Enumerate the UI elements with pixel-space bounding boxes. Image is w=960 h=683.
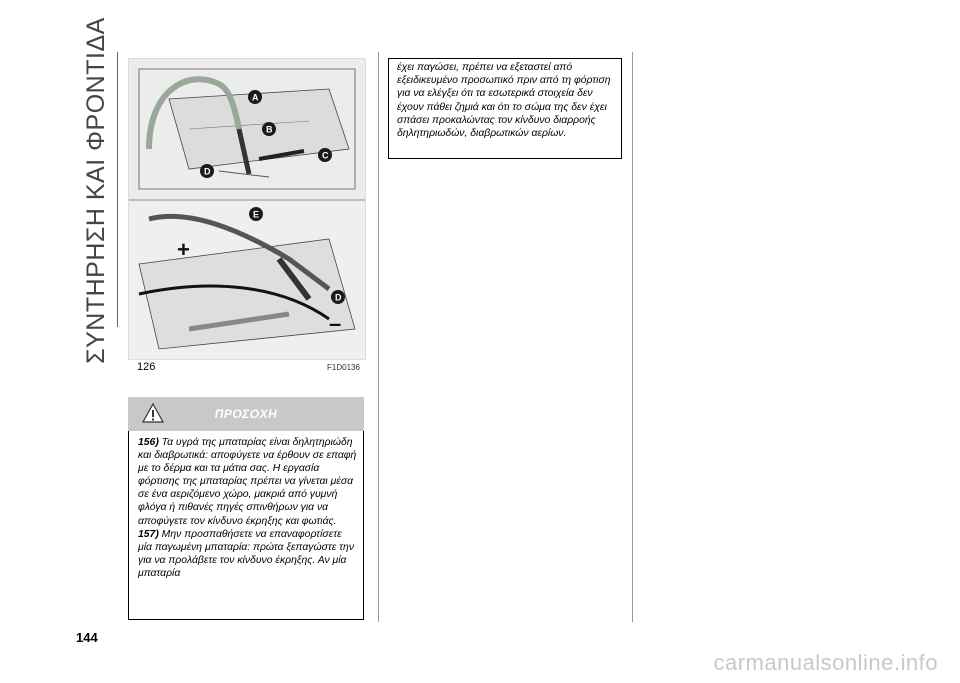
warning-title: ΠΡΟΣΟΧΗ <box>214 407 278 421</box>
callout-c-label: C <box>322 150 329 161</box>
column-divider <box>378 52 379 622</box>
callout-a-label: A <box>252 92 259 103</box>
warning-item-1-num: 156) <box>138 437 159 448</box>
page-number: 144 <box>76 630 98 645</box>
warning-box <box>128 431 364 620</box>
column-divider-right <box>632 52 633 622</box>
continuation-text: έχει παγώσει, πρέπει να εξεταστεί από εξειδικευμένο προσωπικό πριν από τη φόρτιση για να ελέγξει ότι τα εσωτερικά στοιχεία δεν έχουν πάθει ζημιά και ότι το σώμα της δεν έχει σπάσει προκαλώντας τον κίνδυνο διαρροής δηλητηριωδών, διαβρωτικών αερίων. <box>397 62 611 140</box>
positive-sign: + <box>177 237 190 262</box>
callout-d-bottom-label: D <box>335 292 342 303</box>
negative-sign: – <box>329 311 342 336</box>
continuation-box <box>388 58 622 159</box>
section-divider <box>117 52 118 327</box>
warning-header <box>128 397 364 431</box>
callout-d-top-label: D <box>204 166 211 177</box>
warning-item-2-num: 157) <box>138 528 159 540</box>
watermark: carmanualsonline.info <box>713 650 938 675</box>
warning-item-2-text: Μην προσπαθήσετε να επαναφορτίσετε μία παγωμένη μπαταρία: πρώτα ξεπαγώστε την για να προλάβετε τον κίνδυνο έκρηξης. Αν μία μπαταρία <box>138 528 355 579</box>
warning-item-1-text: Τα υγρά της μπαταρίας είναι δηλητηριώδη και διαβρωτικά: αποφύγετε να έρθουν σε επαφή με το δέρμα και τα μάτια σας. Η εργασία φόρτισης της μπαταρίας πρέπει να γίνεται μέσα σε ένα αεριζόμενο χώρο, μακριά από γυμνή φλόγα ή πιθανές πηγές σπινθήρων για να αποφύγετε τον κίνδυνο έκρηξης και φωτιάς. <box>138 437 357 527</box>
section-title: ΣΥΝΤΗΡΗΣΗ ΚΑΙ ΦΡΟΝΤΙΔΑ <box>81 16 110 364</box>
battery-illustration <box>129 59 365 359</box>
callout-b-label: B <box>266 124 273 135</box>
figure-number: 126 <box>137 361 156 373</box>
callout-e-label: E <box>253 209 260 220</box>
figure-code: F1D0136 <box>327 363 360 372</box>
battery-figure <box>128 58 366 360</box>
warning-text <box>138 436 358 580</box>
